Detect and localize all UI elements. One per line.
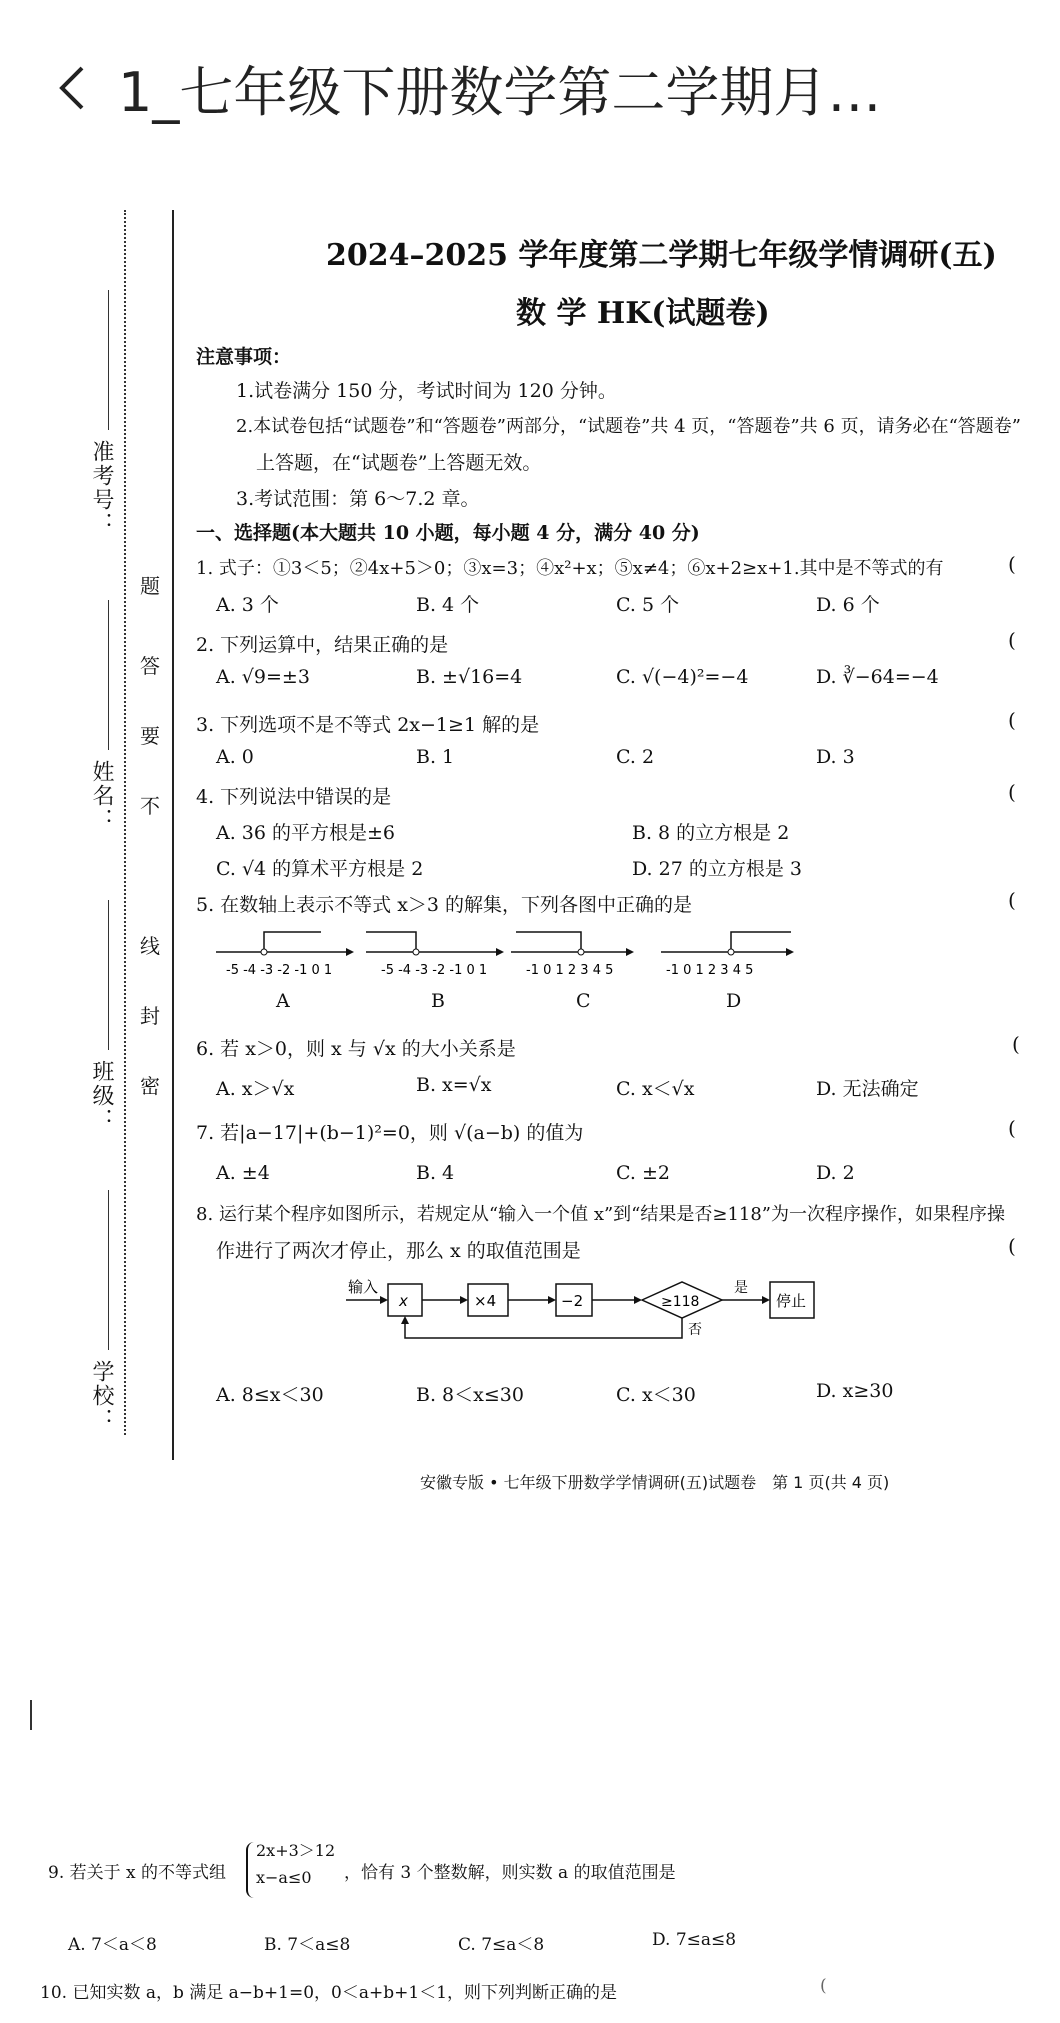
option[interactable]: C. √4 的算术平方根是 2 [216, 858, 424, 880]
question-stem: 9. 若关于 x 的不等式组 [48, 1863, 227, 1883]
option[interactable]: B. 8＜x≤30 [416, 1384, 524, 1406]
answer-bracket: ( [1008, 780, 1016, 804]
flow-x: x [399, 1292, 408, 1310]
option[interactable]: C [576, 990, 591, 1012]
flow-yes: 是 [734, 1280, 748, 1296]
seal-char: 封 [140, 1004, 160, 1028]
option[interactable]: A [276, 990, 290, 1012]
option[interactable]: C. x＜30 [616, 1384, 696, 1406]
seal-char: 不 [140, 794, 160, 818]
question-stem: 2. 下列运算中，结果正确的是 [196, 634, 449, 656]
seal-char: 密 [140, 1074, 160, 1098]
option[interactable]: D. 2 [816, 1162, 855, 1184]
flow-input-label: 输入 [348, 1278, 379, 1296]
option[interactable]: C. 7≤a＜8 [458, 1935, 545, 1955]
back-button[interactable] [52, 58, 92, 118]
question-stem: 7. 若|a−17|+(b−1)²=0，则 √(a−b) 的值为 [196, 1122, 584, 1144]
option[interactable]: D. x≥30 [816, 1380, 894, 1402]
option[interactable]: B. 8 的立方根是 2 [632, 822, 790, 844]
answer-bracket: ( [1012, 1032, 1020, 1056]
margin-label-exam-no: 准考号： [89, 440, 114, 536]
option[interactable]: B. 4 [416, 1162, 455, 1184]
option[interactable]: C. √(−4)²=−4 [616, 666, 749, 688]
question-stem: 3. 下列选项不是不等式 2x−1≥1 解的是 [196, 714, 540, 736]
next-page[interactable] [0, 1820, 1060, 2023]
question-stem: 10. 已知实数 a，b 满足 a−b+1=0，0＜a+b+1＜1，则下列判断正确的是 [40, 1983, 618, 2003]
system-brace [246, 1842, 256, 1898]
option[interactable]: A. 7＜a＜8 [68, 1935, 157, 1955]
option[interactable]: D. 无法确定 [816, 1078, 919, 1100]
option[interactable]: C. 5 个 [616, 594, 680, 616]
margin-label-class: 班级： [89, 1060, 114, 1132]
option[interactable]: C. ±2 [616, 1162, 670, 1184]
question-stem: 5. 在数轴上表示不等式 x＞3 的解集，下列各图中正确的是 [196, 894, 693, 916]
option[interactable]: B. 4 个 [416, 594, 480, 616]
question-stem: 6. 若 x＞0，则 x 与 √x 的大小关系是 [196, 1038, 516, 1060]
margin-blank [108, 1190, 109, 1350]
number-line-d [661, 932, 794, 956]
answer-bracket: ( [1008, 1116, 1016, 1140]
seal-char: 答 [140, 654, 160, 678]
option[interactable]: D. 7≤a≤8 [652, 1930, 737, 1950]
note-line: 1.试卷满分 150 分，考试时间为 120 分钟。 [236, 380, 617, 402]
option[interactable]: A. x＞√x [216, 1078, 295, 1100]
notes-heading: 注意事项： [196, 346, 292, 368]
option[interactable]: A. 3 个 [216, 594, 279, 616]
inequality-2: x−a≤0 [256, 1868, 312, 1887]
exam-page[interactable] [0, 200, 1060, 1500]
option[interactable]: A. √9=±3 [216, 666, 310, 688]
margin-label-school: 学校： [89, 1360, 114, 1432]
number-line-b [366, 932, 504, 956]
option[interactable]: D. 6 个 [816, 594, 880, 616]
axis-ticks: -5 -4 -3 -2 -1 0 1 [226, 963, 333, 978]
option[interactable]: A. 8≤x＜30 [216, 1384, 324, 1406]
number-line-figures [196, 922, 996, 1012]
option[interactable]: D [726, 990, 742, 1012]
answer-bracket: ( [1008, 708, 1016, 732]
flow-stop: 停止 [776, 1292, 807, 1310]
answer-bracket: ( [1008, 1234, 1016, 1258]
question-stem-cont: 作进行了两次才停止，那么 x 的取值范围是 [216, 1240, 581, 1262]
answer-bracket: ( [1008, 628, 1016, 652]
margin-blank [108, 600, 109, 750]
number-line-a [216, 932, 354, 956]
option[interactable]: C. 2 [616, 746, 655, 768]
margin-blank [108, 900, 109, 1050]
section-heading: 一、选择题(本大题共 10 小题，每小题 4 分，满分 40 分) [196, 522, 700, 544]
question-stem: 8. 运行某个程序如图所示，若规定从“输入一个值 x”到“结果是否≥118”为一次程序操作，如果程序操 [196, 1204, 1006, 1225]
seal-char: 要 [140, 724, 160, 748]
option[interactable]: A. 36 的平方根是±6 [216, 822, 396, 844]
number-line-c [511, 932, 634, 956]
flow-times4: ×4 [474, 1292, 497, 1310]
note-line: 2.本试卷包括“试题卷”和“答题卷”两部分，“试题卷”共 4 页，“答题卷”共 6 页，请务必在“答题卷” [236, 416, 1021, 437]
margin-blank [108, 290, 109, 430]
question-stem: 1. 式子：①3＜5；②4x+5＞0；③x=3；④x²+x；⑤x≠4；⑥x+2≥x+1.其中是不等式的有 [196, 558, 944, 579]
option[interactable]: B [431, 990, 445, 1012]
chevron-left-icon [52, 58, 92, 118]
option[interactable]: B. 7＜a≤8 [264, 1935, 351, 1955]
option[interactable]: D. 27 的立方根是 3 [632, 858, 802, 880]
option[interactable]: D. ∛−64=−4 [816, 666, 939, 688]
option[interactable]: A. 0 [216, 746, 254, 768]
question-stem: 4. 下列说法中错误的是 [196, 786, 392, 808]
exam-subtitle: 数 学 HK(试题卷) [516, 296, 770, 331]
seal-char: 题 [140, 574, 160, 598]
flow-minus2: −2 [561, 1292, 584, 1310]
answer-bracket: ( [820, 1976, 827, 1996]
axis-ticks: -5 -4 -3 -2 -1 0 1 [381, 963, 488, 978]
option[interactable]: B. ±√16=4 [416, 666, 523, 688]
text-cursor [30, 1700, 32, 1730]
margin-label-name: 姓名： [89, 760, 114, 832]
exam-title: 2024–2025 学年度第二学期七年级学情调研(五) [326, 238, 997, 273]
axis-ticks: -1 0 1 2 3 4 5 [526, 963, 614, 978]
page-footer: 安徽专版 • 七年级下册数学学情调研(五)试题卷 第 1 页(共 4 页) [420, 1473, 890, 1492]
seal-char: 线 [140, 934, 160, 958]
document-title: 1_七年级下册数学第二学期月… [118, 61, 882, 124]
option[interactable]: A. ±4 [216, 1162, 270, 1184]
option[interactable]: D. 3 [816, 746, 855, 768]
note-line: 上答题，在“试题卷”上答题无效。 [256, 452, 542, 474]
question-stem-cont: ，恰有 3 个整数解，则实数 a 的取值范围是 [344, 1863, 676, 1883]
top-bar [0, 0, 1060, 170]
option[interactable]: B. 1 [416, 746, 455, 768]
program-flowchart [316, 1262, 876, 1372]
margin-border-line [172, 210, 174, 1460]
option[interactable]: B. x=√x [416, 1074, 492, 1096]
dotted-line [124, 210, 126, 1435]
flow-no: 否 [688, 1322, 702, 1338]
note-line: 3.考试范围：第 6～7.2 章。 [236, 488, 480, 510]
axis-ticks: -1 0 1 2 3 4 5 [666, 963, 754, 978]
answer-bracket: ( [1008, 888, 1016, 912]
answer-bracket: ( [1008, 552, 1016, 576]
option[interactable]: C. x＜√x [616, 1078, 695, 1100]
flow-cond: ≥118 [661, 1294, 700, 1310]
inequality-1: 2x+3＞12 [256, 1841, 336, 1860]
